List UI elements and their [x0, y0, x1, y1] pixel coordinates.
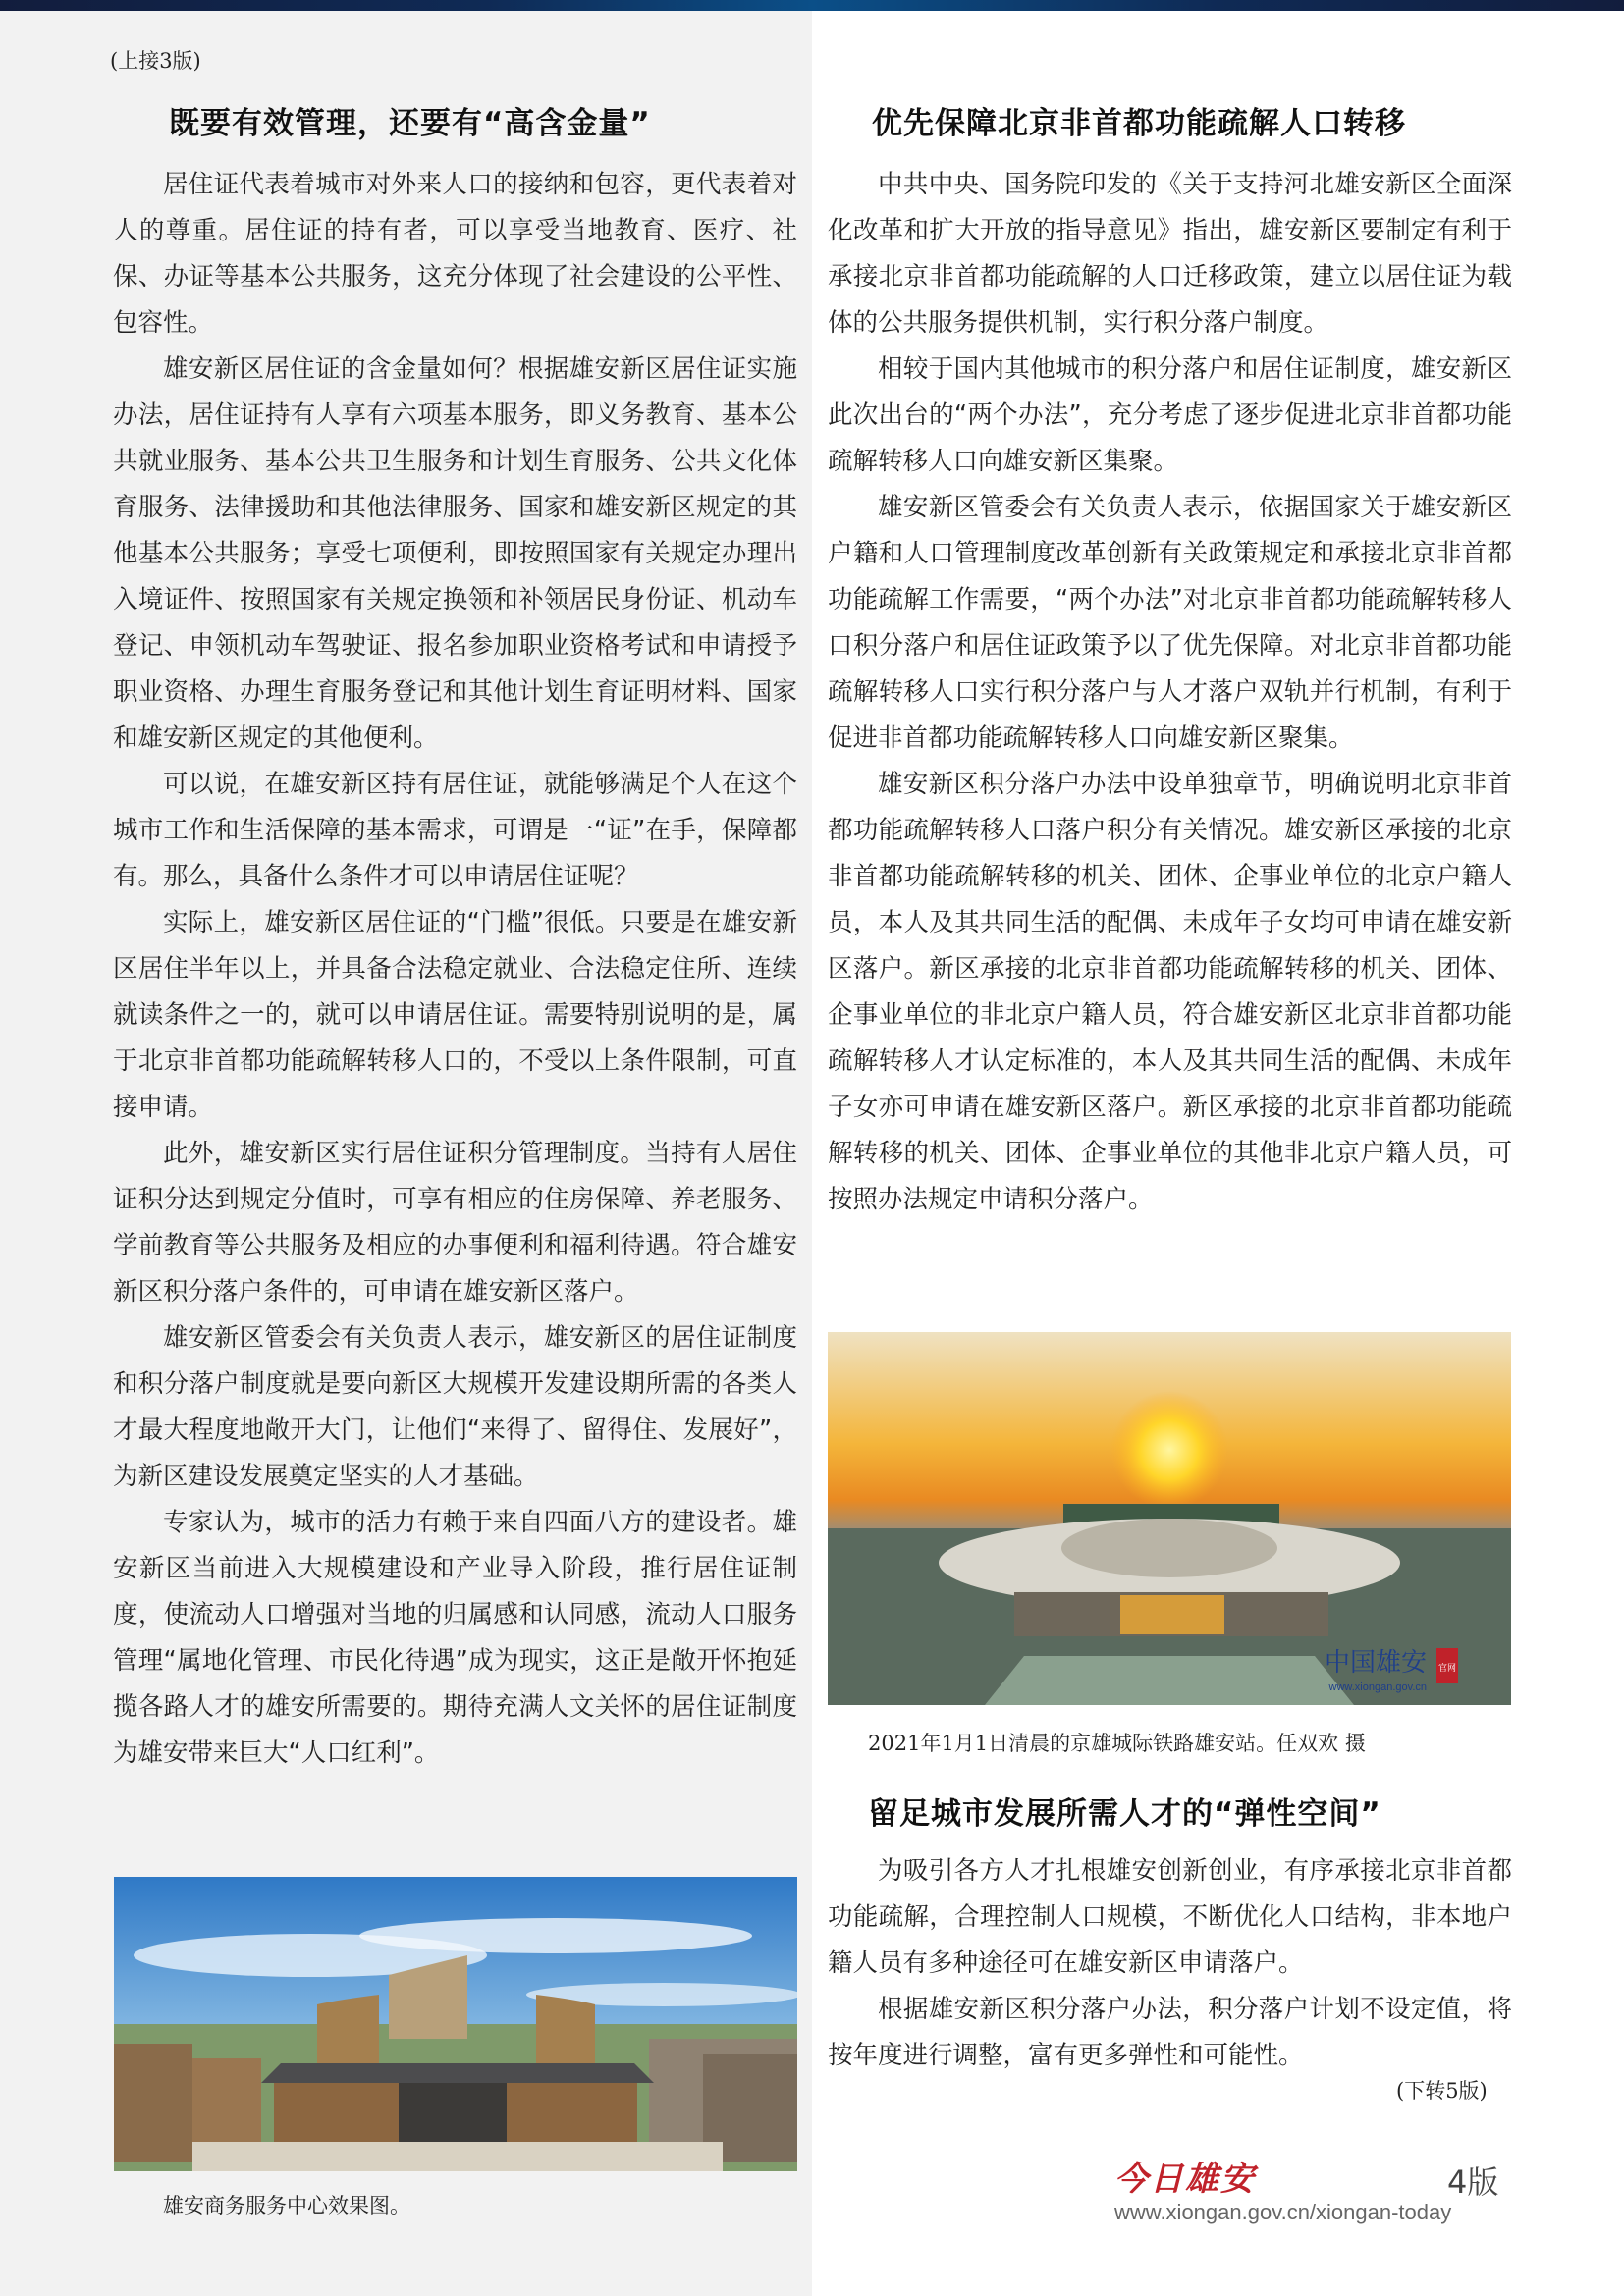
- paragraph: 此外，雄安新区实行居住证积分管理制度。当持有人居住证积分达到规定分值时，可享有相应的住房保障、养老服务、学前教育等公共服务及相应的办事便利和福利待遇。符合雄安新区积分落户条件的，可申请在雄安新区落户。: [113, 1139, 797, 1307]
- third-article-body: [828, 1848, 1512, 2079]
- paragraph: 雄安新区管委会有关负责人表示，依据国家关于雄安新区户籍和人口管理制度改革创新有关政策规定和承接北京非首都功能疏解工作需要，“两个办法”对北京非首都功能疏解转移人口积分落户和居住证政策予以了优先保障。对北京非首都功能疏解转移人口实行积分落户与人才落户双轨并行机制，有利于促进非首都功能疏解转移人口向雄安新区聚集。: [828, 493, 1512, 753]
- continued-from-label: (上接3版): [110, 49, 201, 73]
- paragraph: 居住证代表着城市对外来人口的接纳和包容，更代表着对人的尊重。居住证的持有者，可以享受当地教育、医疗、社保、办证等基本公共服务，这充分体现了社会建设的公平性、包容性。: [113, 170, 797, 338]
- paragraph: 实际上，雄安新区居住证的“门槛”很低。只要是在雄安新区居住半年以上，并具备合法稳定就业、合法稳定住所、连续就读条件之一的，就可以申请居住证。需要特别说明的是，属于北京非首都功能疏解转移人口的，不受以上条件限制，可直接申请。: [113, 908, 797, 1122]
- paragraph: 中共中央、国务院印发的《关于支持河北雄安新区全面深化改革和扩大开放的指导意见》指出，雄安新区要制定有利于承接北京非首都功能疏解的人口迁移政策，建立以居住证为载体的公共服务提供机制，实行积分落户制度。: [828, 170, 1512, 338]
- top-bar: [0, 0, 1624, 11]
- paragraph: 可以说，在雄安新区持有居住证，就能够满足个人在这个城市工作和生活保障的基本需求，可谓是一“证”在手，保障都有。那么，具备什么条件才可以申请居住证呢？: [113, 770, 797, 891]
- paragraph: 雄安新区积分落户办法中设单独章节，明确说明北京非首都功能疏解转移人口落户积分有关情况。雄安新区承接的北京非首都功能疏解转移的机关、团体、企事业单位的北京户籍人员，本人及其共同生活的配偶、未成年子女均可申请在雄安新区落户。新区承接的北京非首都功能疏解转移的机关、团体、企事业单位的非北京户籍人员，符合雄安新区北京非首都功能疏解转移人才认定标准的，本人及其共同生活的配偶、未成年子女亦可申请在雄安新区落户。新区承接的北京非首都功能疏解转移的机关、团体、企事业单位的其他非北京户籍人员，可按照办法规定申请积分落户。: [828, 770, 1512, 1214]
- right-article-body: [828, 162, 1512, 1223]
- xiongan-station-photo: [828, 1332, 1511, 1705]
- left-headline: 既要有效管理，还要有“高含金量”: [169, 106, 651, 141]
- right-photo-caption: 2021年1月1日清晨的京雄城际铁路雄安站。任双欢 摄: [868, 1732, 1366, 1755]
- paragraph: 雄安新区管委会有关负责人表示，雄安新区的居住证制度和积分落户制度就是要向新区大规模开发建设期所需的各类人才最大程度地敞开大门，让他们“来得了、留得住、发展好”，为新区建设发展奠定坚实的人才基础。: [113, 1323, 797, 1491]
- today-xiongan-logo: 今日雄安: [1114, 2160, 1256, 2199]
- business-center-illustration: [114, 1877, 797, 2171]
- continued-to-label: (下转5版): [1396, 2079, 1488, 2103]
- page-number: 4版: [1447, 2163, 1499, 2201]
- paragraph: 相较于国内其他城市的积分落户和居住证制度，雄安新区此次出台的“两个办法”，充分考虑了逐步促进北京非首都功能疏解转移人口向雄安新区集聚。: [828, 354, 1512, 476]
- paragraph: 根据雄安新区积分落户办法，积分落户计划不设定值，将按年度进行调整，富有更多弹性和可能性。: [828, 1995, 1512, 2070]
- footer-url[interactable]: www.xiongan.gov.cn/xiongan-today: [1114, 2200, 1452, 2224]
- station-sunrise-illustration: [828, 1332, 1511, 1705]
- left-article-body: [113, 162, 797, 1777]
- right-headline: 优先保障北京非首都功能疏解人口转移: [872, 106, 1406, 141]
- photo-watermark: 中国雄安: [1324, 1648, 1427, 1678]
- business-center-photo: [114, 1877, 797, 2171]
- third-headline: 留足城市发展所需人才的“弹性空间”: [868, 1796, 1381, 1832]
- left-photo-caption: 雄安商务服务中心效果图。: [163, 2194, 410, 2217]
- paragraph: 为吸引各方人才扎根雄安创新创业，有序承接北京非首都功能疏解，合理控制人口规模，不断优化人口结构，非本地户籍人员有多种途径可在雄安新区申请落户。: [828, 1856, 1512, 1978]
- watermark-url: www.xiongan.gov.cn: [1328, 1682, 1427, 1693]
- watermark-badge-text: 官网: [1437, 1664, 1457, 1674]
- paragraph: 专家认为，城市的活力有赖于来自四面八方的建设者。雄安新区当前进入大规模建设和产业导入阶段，推行居住证制度，使流动人口增强对当地的归属感和认同感，流动人口服务管理“属地化管理、市民化待遇”成为现实，这正是敞开怀抱延揽各路人才的雄安所需要的。期待充满人文关怀的居住证制度为雄安带来巨大“人口红利”。: [113, 1508, 797, 1768]
- paragraph: 雄安新区居住证的含金量如何？根据雄安新区居住证实施办法，居住证持有人享有六项基本服务，即义务教育、基本公共就业服务、基本公共卫生服务和计划生育服务、公共文化体育服务、法律援助和其他法律服务、国家和雄安新区规定的其他基本公共服务；享受七项便利，即按照国家有关规定办理出入境证件、按照国家有关规定换领和补领居民身份证、机动车登记、申领机动车驾驶证、报名参加职业资格考试和申请授予职业资格、办理生育服务登记和其他计划生育证明材料、国家和雄安新区规定的其他便利。: [113, 354, 797, 753]
